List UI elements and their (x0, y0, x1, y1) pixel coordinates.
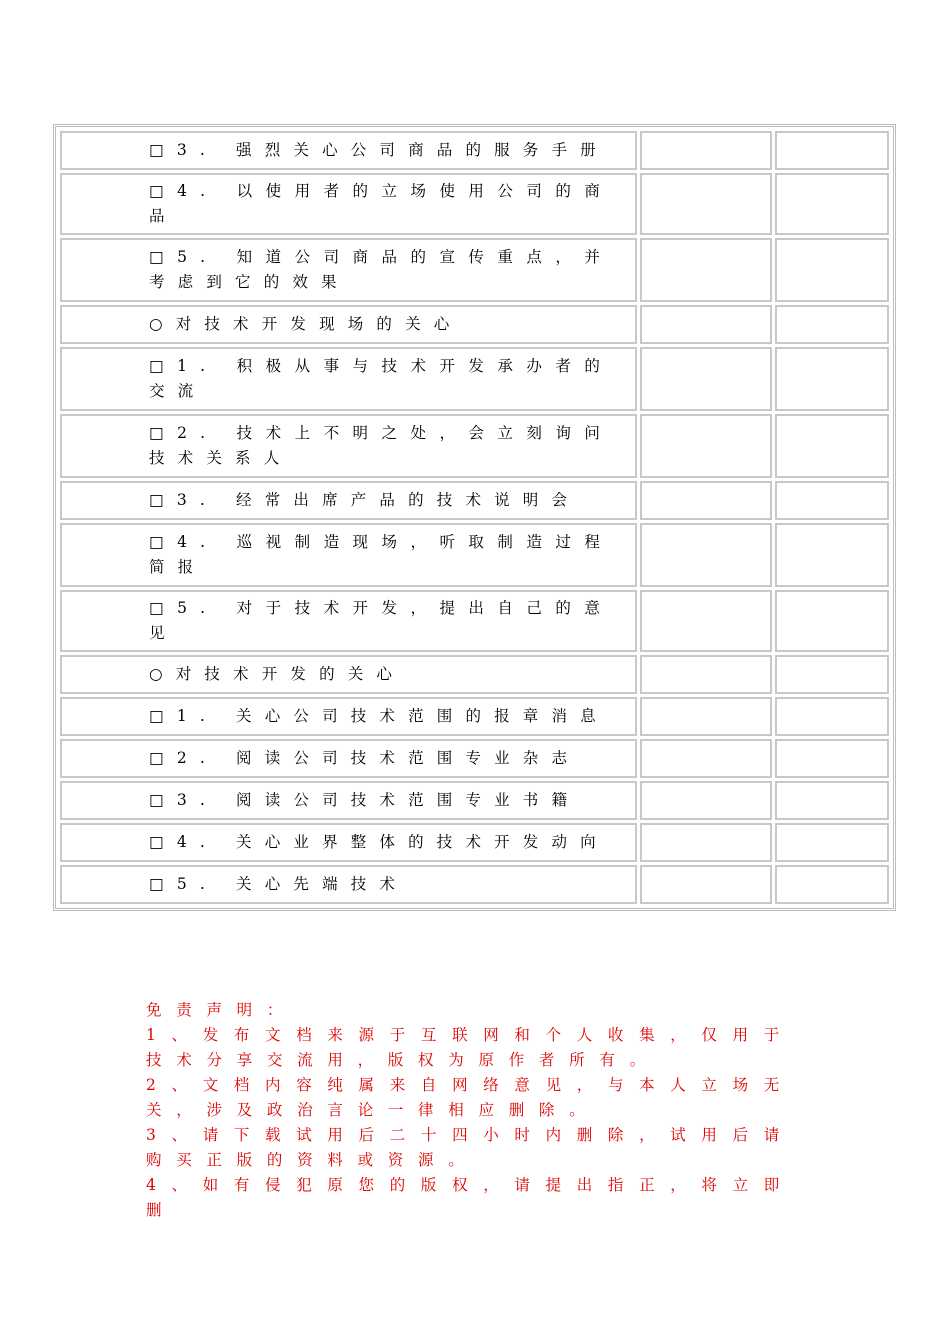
table-row (60, 781, 889, 820)
survey-table (57, 128, 892, 907)
table-row (60, 131, 889, 170)
score-cell (640, 238, 772, 302)
table-row (60, 865, 889, 904)
item-text: □3. 阅读公司技术范围专业书籍 (60, 781, 637, 820)
item-text: □5. 对于技术开发，提出自己的意见 (60, 590, 637, 652)
remark-cell (775, 523, 889, 587)
score-cell (640, 481, 772, 520)
table-row (60, 347, 889, 411)
remark-cell (775, 238, 889, 302)
disclaimer-title: 免责声明： (146, 1001, 298, 1019)
item-text: □2. 技术上不明之处，会立刻询问技术关系人 (60, 414, 637, 478)
table-row (60, 481, 889, 520)
score-cell (640, 655, 772, 694)
score-cell (640, 781, 772, 820)
item-text: □3. 经常出席产品的技术说明会 (60, 481, 637, 520)
score-cell (640, 697, 772, 736)
remark-cell (775, 347, 889, 411)
remark-cell (775, 697, 889, 736)
table-row (60, 523, 889, 587)
table-row (60, 173, 889, 235)
section-heading: ○对技术开发现场的关心 (60, 305, 637, 344)
disclaimer-item: 1、发布文档来源于互联网和个人收集，仅用于技术分享交流用，版权为原作者所有。 (146, 1026, 794, 1069)
item-text: □1. 积极从事与技术开发承办者的交流 (60, 347, 637, 411)
score-cell (640, 305, 772, 344)
item-text: □1. 关心公司技术范围的报章消息 (60, 697, 637, 736)
score-cell (640, 414, 772, 478)
item-text: □4. 以使用者的立场使用公司的商品 (60, 173, 637, 235)
table-row (60, 238, 889, 302)
disclaimer-item: 3、请下载试用后二十四小时内删除，试用后请购买正版的资料或资源。 (146, 1126, 794, 1169)
score-cell (640, 739, 772, 778)
disclaimer (146, 998, 794, 1223)
score-cell (640, 590, 772, 652)
evaluation-table (53, 124, 896, 911)
score-cell (640, 173, 772, 235)
score-cell (640, 523, 772, 587)
remark-cell (775, 823, 889, 862)
table-row (60, 697, 889, 736)
section-heading: ○对技术开发的关心 (60, 655, 637, 694)
remark-cell (775, 739, 889, 778)
item-text: □4. 关心业界整体的技术开发动向 (60, 823, 637, 862)
disclaimer-item: 2、文档内容纯属来自网络意见，与本人立场无关，涉及政治言论一律相应删除。 (146, 1076, 794, 1119)
remark-cell (775, 173, 889, 235)
item-text: □5. 关心先端技术 (60, 865, 637, 904)
remark-cell (775, 781, 889, 820)
table-row (60, 590, 889, 652)
table-row (60, 655, 889, 694)
remark-cell (775, 131, 889, 170)
remark-cell (775, 481, 889, 520)
remark-cell (775, 305, 889, 344)
remark-cell (775, 414, 889, 478)
table-row (60, 414, 889, 478)
remark-cell (775, 655, 889, 694)
table-row (60, 823, 889, 862)
table-row (60, 305, 889, 344)
score-cell (640, 823, 772, 862)
item-text: □4. 巡视制造现场，听取制造过程简报 (60, 523, 637, 587)
item-text: □5. 知道公司商品的宣传重点，并考虑到它的效果 (60, 238, 637, 302)
remark-cell (775, 590, 889, 652)
item-text: □3. 强烈关心公司商品的服务手册 (60, 131, 637, 170)
remark-cell (775, 865, 889, 904)
score-cell (640, 347, 772, 411)
score-cell (640, 865, 772, 904)
item-text: □2. 阅读公司技术范围专业杂志 (60, 739, 637, 778)
table-row (60, 739, 889, 778)
disclaimer-item: 4、如有侵犯原您的版权，请提出指正，将立即删 (146, 1176, 794, 1219)
score-cell (640, 131, 772, 170)
